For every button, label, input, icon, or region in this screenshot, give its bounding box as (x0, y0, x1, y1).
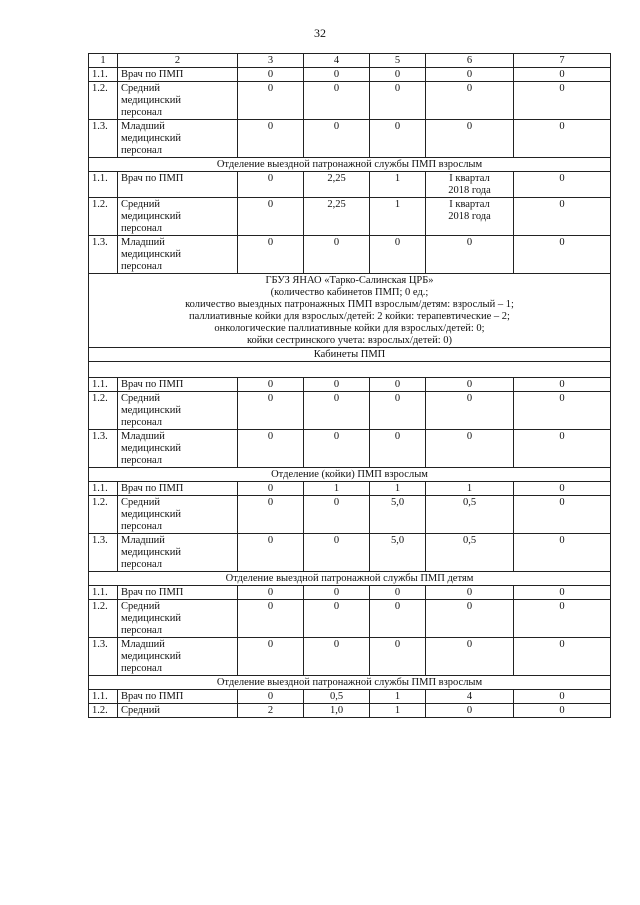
section-header-row (89, 274, 611, 348)
value-cell: 0 (514, 378, 611, 392)
value-cell: 0 (370, 236, 426, 274)
position-name-line: медицинский (121, 133, 181, 144)
value-cell: 0 (238, 600, 304, 638)
section-title (89, 676, 611, 690)
value-cell: 0 (514, 172, 611, 198)
value-cell: I квартал 2018 года (426, 198, 514, 236)
section-title-line: (количество кабинетов ПМП; 0 ед.; (270, 287, 429, 298)
position-name-line: Средний (121, 199, 160, 210)
value-cell: 0 (370, 586, 426, 600)
row-number: 1.2. (89, 704, 118, 718)
section-title (89, 572, 611, 586)
value-cell: 0 (304, 236, 370, 274)
value-cell: 0 (514, 586, 611, 600)
value-cell: 0 (304, 378, 370, 392)
table-row (89, 120, 611, 158)
value-cell: 0 (304, 586, 370, 600)
column-number-row (89, 54, 611, 68)
position-name (118, 198, 238, 236)
value-cell: 0 (304, 638, 370, 676)
value-cell: 1 (370, 704, 426, 718)
section-title-line: ГБУЗ ЯНАО «Тарко-Салинская ЦРБ» (265, 275, 434, 286)
value-cell: 0 (514, 68, 611, 82)
value-cell: 0 (238, 378, 304, 392)
row-number: 1.1. (89, 172, 118, 198)
position-name-line: медицинский (121, 547, 181, 558)
position-name (118, 482, 238, 496)
section-header-row (89, 468, 611, 482)
value-cell: 0 (304, 430, 370, 468)
section-title-line: Отделение выездной патронажной службы ПМП детям (225, 573, 474, 584)
value-cell: 0 (238, 586, 304, 600)
value-cell: 0 (426, 392, 514, 430)
value-cell: 0 (514, 198, 611, 236)
position-name (118, 430, 238, 468)
position-name-line: персонал (121, 455, 163, 466)
column-number: 1 (89, 54, 118, 68)
position-name-line: персонал (121, 145, 163, 156)
staffing-table (88, 53, 611, 718)
row-number: 1.2. (89, 198, 118, 236)
value-cell: 0 (514, 482, 611, 496)
table-row (89, 690, 611, 704)
position-name (118, 496, 238, 534)
table-row (89, 82, 611, 120)
value-cell: 0 (238, 392, 304, 430)
row-number: 1.1. (89, 378, 118, 392)
value-cell: 0 (514, 82, 611, 120)
row-number: 1.2. (89, 82, 118, 120)
value-cell: 0 (304, 68, 370, 82)
row-number: 1.1. (89, 482, 118, 496)
value-cell: 0 (304, 534, 370, 572)
position-name (118, 704, 238, 718)
value-cell: 0 (514, 236, 611, 274)
table-body (89, 68, 611, 718)
table-row (89, 68, 611, 82)
value-cell: 0,5 (426, 496, 514, 534)
value-cell: I квартал 2018 года (426, 172, 514, 198)
section-title-line: Отделение (койки) ПМП взрослым (271, 469, 428, 480)
value-cell: 0 (238, 68, 304, 82)
position-name-line: Младший (121, 639, 165, 650)
position-name-line: персонал (121, 107, 163, 118)
value-cell: 0 (238, 638, 304, 676)
row-number: 1.2. (89, 600, 118, 638)
value-cell: 2 (238, 704, 304, 718)
position-name-line: медицинский (121, 613, 181, 624)
row-number: 1.3. (89, 120, 118, 158)
value-cell: 5,0 (370, 496, 426, 534)
table-row (89, 704, 611, 718)
table-row (89, 198, 611, 236)
position-name-line: персонал (121, 625, 163, 636)
value-cell: 0 (370, 638, 426, 676)
position-name-line: медицинский (121, 405, 181, 416)
position-name-line: Врач по ПМП (121, 587, 184, 598)
position-name-line: Средний (121, 705, 160, 716)
value-cell: 0 (238, 120, 304, 158)
position-name (118, 172, 238, 198)
value-cell: 0 (514, 430, 611, 468)
position-name-line: персонал (121, 261, 163, 272)
row-number: 1.3. (89, 236, 118, 274)
value-cell: 0 (426, 600, 514, 638)
table-row (89, 430, 611, 468)
section-title-line: койки сестринского учета: взрослых/детей: 0) (246, 335, 453, 346)
position-name (118, 68, 238, 82)
section-title-line: онкологические паллиативные койки для взрослых/детей: 0; (214, 323, 485, 334)
column-number: 6 (426, 54, 514, 68)
section-title-line: Отделение выездной патронажной службы ПМП взрослым (216, 677, 483, 688)
value-cell: 0 (238, 430, 304, 468)
position-name (118, 638, 238, 676)
row-number: 1.1. (89, 586, 118, 600)
column-number: 3 (238, 54, 304, 68)
value-cell: 0 (370, 378, 426, 392)
section-title (89, 274, 611, 348)
table-row (89, 638, 611, 676)
section-title (89, 158, 611, 172)
position-name-line: Младший (121, 121, 165, 132)
position-name-line: персонал (121, 559, 163, 570)
row-number: 1.3. (89, 430, 118, 468)
position-name-line: персонал (121, 223, 163, 234)
section-header-row (89, 676, 611, 690)
table-row (89, 236, 611, 274)
value-cell: 0 (304, 496, 370, 534)
position-name-line: Средний (121, 497, 160, 508)
value-cell: 0 (426, 68, 514, 82)
value-cell: 0 (370, 120, 426, 158)
value-cell: 1 (370, 482, 426, 496)
value-cell: 0 (514, 534, 611, 572)
value-cell: 0 (514, 120, 611, 158)
value-cell: 2,25 (304, 172, 370, 198)
section-title-line: Отделение выездной патронажной службы ПМП взрослым (216, 159, 483, 170)
column-number: 5 (370, 54, 426, 68)
value-cell: 0 (370, 392, 426, 430)
position-name (118, 690, 238, 704)
section-title-line: Кабинеты ПМП (313, 349, 386, 360)
position-name-line: персонал (121, 521, 163, 532)
position-name (118, 378, 238, 392)
value-cell: 0 (426, 638, 514, 676)
value-cell: 1 (426, 482, 514, 496)
row-number: 1.2. (89, 392, 118, 430)
position-name-line: медицинский (121, 211, 181, 222)
section-title-line: паллиативные койки для взрослых/детей: 2 койки: терапевтические – 2; (189, 311, 510, 322)
value-cell: 0 (304, 392, 370, 430)
empty-cell (89, 362, 611, 378)
value-cell: 0 (426, 236, 514, 274)
position-name-line: Врач по ПМП (121, 173, 184, 184)
value-cell: 1,0 (304, 704, 370, 718)
position-name-line: Средний (121, 83, 160, 94)
value-cell: 0 (426, 430, 514, 468)
position-name (118, 534, 238, 572)
position-name-line: Младший (121, 431, 165, 442)
position-name (118, 236, 238, 274)
value-cell: 0 (426, 120, 514, 158)
position-name (118, 392, 238, 430)
value-cell: 0 (304, 600, 370, 638)
value-cell: 0,5 (304, 690, 370, 704)
section-title (89, 468, 611, 482)
value-cell: 0 (238, 236, 304, 274)
position-name-line: Средний (121, 601, 160, 612)
position-name-line: Младший (121, 237, 165, 248)
value-cell: 5,0 (370, 534, 426, 572)
empty-row (89, 362, 611, 378)
position-name-line: персонал (121, 663, 163, 674)
table-row (89, 172, 611, 198)
table-row (89, 482, 611, 496)
row-number: 1.3. (89, 638, 118, 676)
column-number: 7 (514, 54, 611, 68)
page-number: 32 (314, 26, 326, 40)
position-name-line: Врач по ПМП (121, 691, 184, 702)
value-cell: 0 (426, 704, 514, 718)
column-number: 2 (118, 54, 238, 68)
table-row (89, 378, 611, 392)
position-name-line: Врач по ПМП (121, 483, 184, 494)
position-name-line: Младший (121, 535, 165, 546)
position-name (118, 586, 238, 600)
value-cell: 1 (370, 172, 426, 198)
position-name-line: Врач по ПМП (121, 379, 184, 390)
section-header-row (89, 158, 611, 172)
value-cell: 0 (304, 82, 370, 120)
position-name (118, 82, 238, 120)
value-cell: 1 (370, 690, 426, 704)
section-header-row (89, 572, 611, 586)
value-cell: 2,25 (304, 198, 370, 236)
value-cell: 0 (514, 496, 611, 534)
value-cell: 0 (370, 600, 426, 638)
value-cell: 0 (304, 120, 370, 158)
column-number: 4 (304, 54, 370, 68)
value-cell: 0 (238, 534, 304, 572)
table-row (89, 586, 611, 600)
value-cell: 0 (514, 638, 611, 676)
section-title (89, 348, 611, 362)
value-cell: 0 (514, 690, 611, 704)
row-number: 1.1. (89, 68, 118, 82)
value-cell: 0,5 (426, 534, 514, 572)
value-cell: 0 (370, 430, 426, 468)
value-cell: 0 (514, 392, 611, 430)
value-cell: 1 (370, 198, 426, 236)
row-number: 1.3. (89, 534, 118, 572)
value-cell: 0 (238, 198, 304, 236)
table-row (89, 496, 611, 534)
value-cell: 0 (426, 82, 514, 120)
value-cell: 0 (426, 378, 514, 392)
position-name-line: Средний (121, 393, 160, 404)
value-cell: 0 (514, 704, 611, 718)
position-name-line: медицинский (121, 443, 181, 454)
value-cell: 4 (426, 690, 514, 704)
position-name-line: персонал (121, 417, 163, 428)
table-row (89, 534, 611, 572)
position-name-line: медицинский (121, 249, 181, 260)
value-cell: 0 (370, 68, 426, 82)
position-name-line: медицинский (121, 651, 181, 662)
value-cell: 0 (238, 82, 304, 120)
value-cell: 0 (370, 82, 426, 120)
position-name-line: медицинский (121, 95, 181, 106)
value-cell: 0 (238, 482, 304, 496)
position-name (118, 120, 238, 158)
value-cell: 0 (238, 172, 304, 198)
value-cell: 0 (426, 586, 514, 600)
section-title-line: количество выездных патронажных ПМП взрослым/детям: взрослый – 1; (185, 299, 514, 310)
value-cell: 1 (304, 482, 370, 496)
position-name-line: медицинский (121, 509, 181, 520)
row-number: 1.1. (89, 690, 118, 704)
value-cell: 0 (238, 690, 304, 704)
section-header-row (89, 348, 611, 362)
position-name-line: Врач по ПМП (121, 69, 184, 80)
position-name (118, 600, 238, 638)
value-cell: 0 (238, 496, 304, 534)
value-cell: 0 (514, 600, 611, 638)
table-row (89, 392, 611, 430)
table-row (89, 600, 611, 638)
row-number: 1.2. (89, 496, 118, 534)
